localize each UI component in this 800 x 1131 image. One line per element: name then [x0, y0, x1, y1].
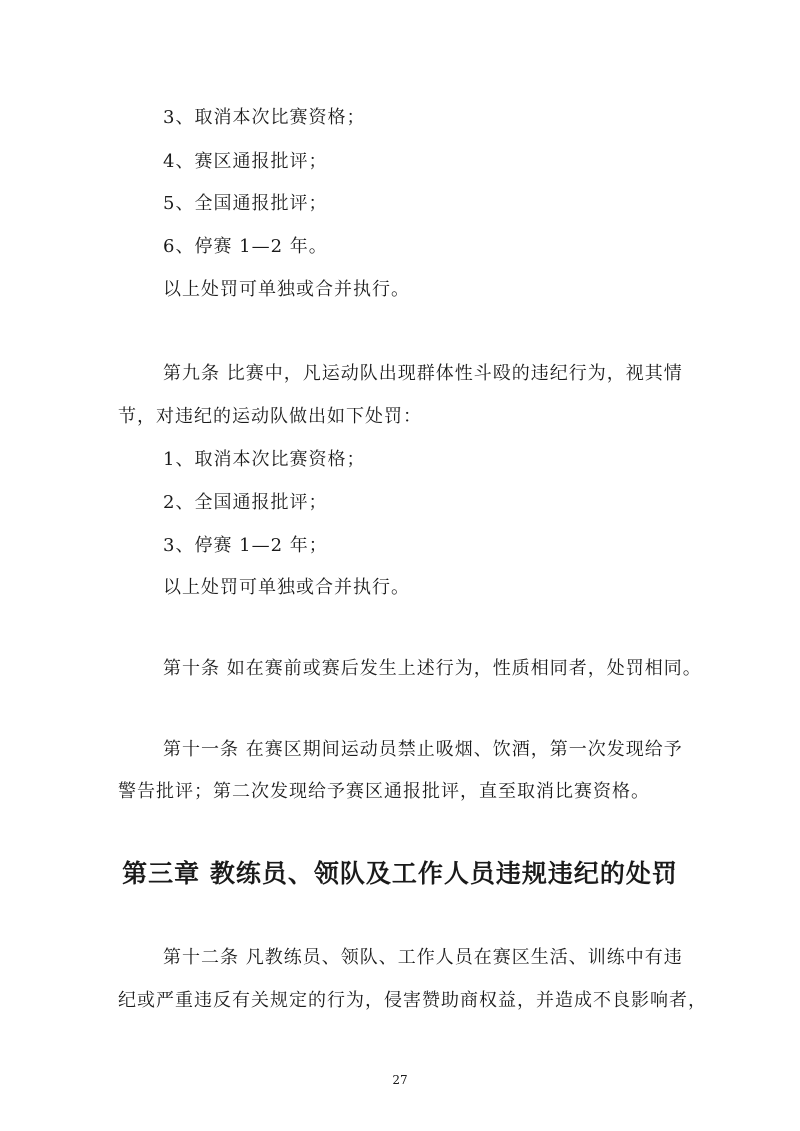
article-10: 第十条 如在赛前或赛后发生上述行为，性质相同者，处罚相同。 [163, 658, 702, 679]
penalty-item: 3、停赛 1—2 年； [163, 535, 328, 556]
penalty-item: 2、全国通报批评； [163, 492, 328, 513]
page-number: 27 [392, 1073, 408, 1087]
penalty-item: 6、停赛 1—2 年。 [163, 236, 328, 257]
article-11-line-2: 警告批评；第二次发现给予赛区通报批评，直至取消比赛资格。 [118, 781, 650, 802]
chapter-title: 第三章 教练员、领队及工作人员违规违纪的处罚 [122, 859, 678, 888]
penalty-item: 5、全国通报批评； [163, 193, 328, 214]
article-12-line-2: 纪或严重违反有关规定的行为，侵害赞助商权益，并造成不良影响者， [118, 990, 707, 1011]
penalty-item: 1、取消本次比赛资格； [163, 449, 366, 470]
penalty-note: 以上处罚可单独或合并执行。 [163, 279, 410, 300]
article-11-line-1: 第十一条 在赛区期间运动员禁止吸烟、饮酒，第一次发现给予 [163, 739, 683, 760]
article-12-line-1: 第十二条 凡教练员、领队、工作人员在赛区生活、训练中有违 [163, 947, 683, 968]
penalty-item: 4、赛区通报批评； [163, 151, 328, 172]
article-9-line-2: 节，对违纪的运动队做出如下处罚： [118, 406, 422, 427]
article-9-line-1: 第九条 比赛中，凡运动队出现群体性斗殴的违纪行为，视其情 [163, 363, 683, 384]
penalty-item: 3、取消本次比赛资格； [163, 107, 366, 128]
penalty-note: 以上处罚可单独或合并执行。 [163, 577, 410, 598]
